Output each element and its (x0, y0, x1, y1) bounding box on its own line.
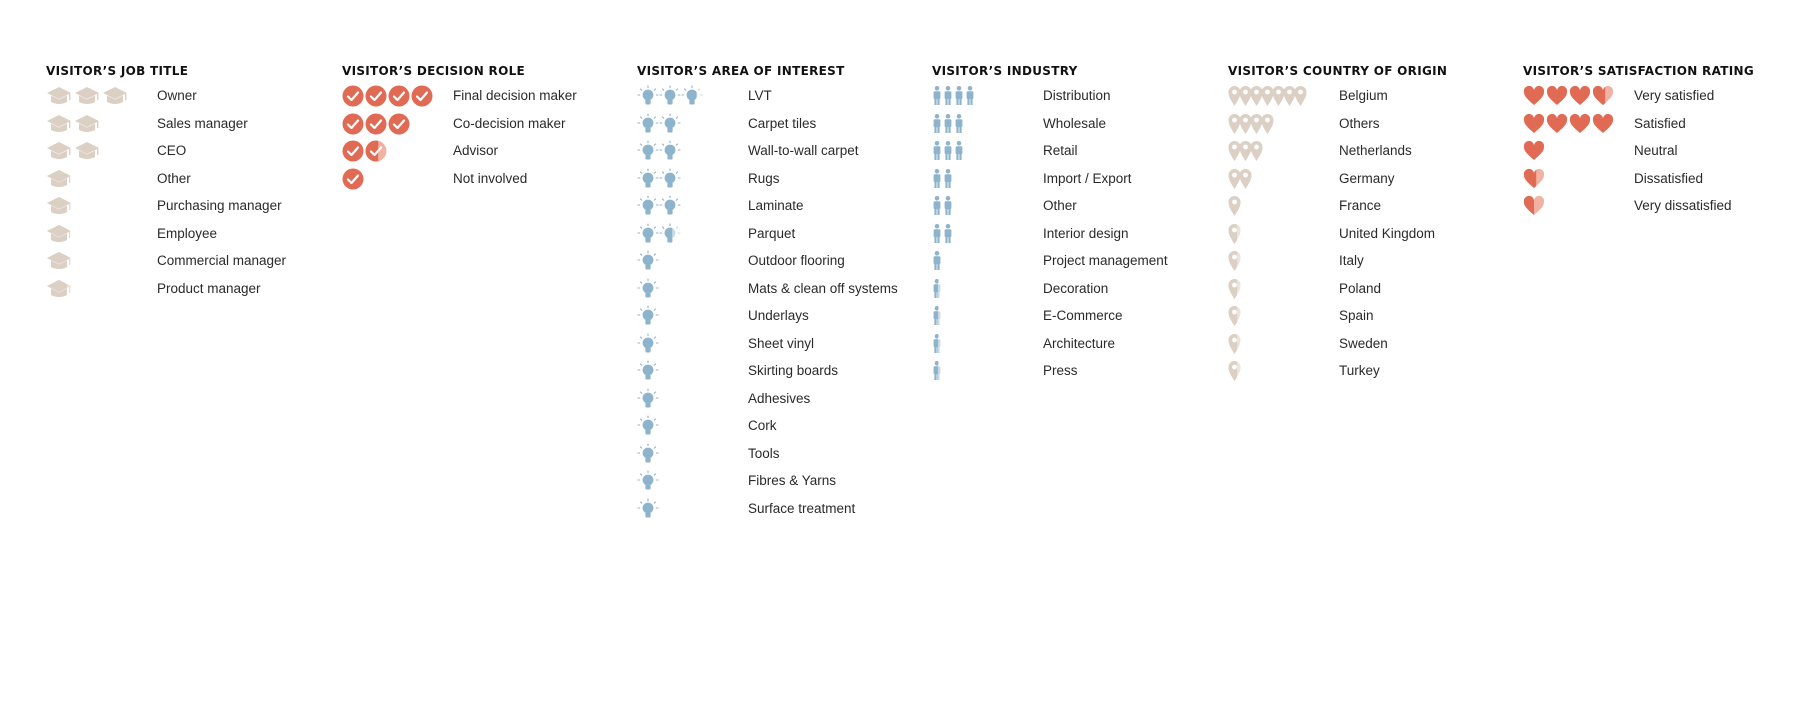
row-label: Very satisfied (1634, 88, 1715, 103)
chart-row (637, 498, 927, 526)
industry-chart (932, 64, 1222, 388)
row-label: Interior design (1043, 225, 1129, 241)
chart-row (637, 250, 927, 278)
icon-bar (932, 250, 943, 272)
icon-bar (637, 168, 681, 190)
lightbulb-icon (637, 470, 659, 492)
chart-row (932, 250, 1222, 278)
icon-bar (1228, 140, 1261, 162)
row-label: Employee (157, 225, 218, 241)
icon-bar (932, 278, 943, 300)
icon-bar (637, 223, 681, 245)
row-label: Wholesale (1043, 115, 1107, 131)
lightbulb-icon (637, 443, 659, 465)
people-icon (932, 250, 942, 272)
map-pin-icon (1294, 85, 1307, 107)
chart-row (637, 168, 927, 196)
checkmark-circle-icon (365, 85, 387, 107)
icon-bar (637, 415, 659, 437)
icon-bar (637, 250, 659, 272)
area-of-interest-chart (637, 64, 927, 525)
map-pin-icon (1228, 250, 1241, 272)
icon-bar (46, 195, 74, 217)
heart-icon (1523, 113, 1545, 135)
chart-row (932, 360, 1222, 388)
icon-bar (1228, 360, 1239, 382)
icon-bar (932, 140, 965, 162)
chart-row (46, 278, 336, 306)
graduation-cap-icon (46, 223, 72, 245)
checkmark-circle-icon (342, 113, 364, 135)
map-pin-icon (1250, 140, 1263, 162)
graduation-cap-icon (74, 85, 100, 107)
map-pin-icon (1228, 223, 1241, 245)
lightbulb-icon (637, 85, 659, 107)
row-label: Very dissatisfied (1634, 198, 1732, 213)
row-label: Owner (157, 88, 197, 103)
chart-row (637, 388, 927, 416)
graduation-cap-icon (46, 85, 72, 107)
people-icon (943, 168, 953, 190)
chart-row (932, 140, 1222, 168)
row-label: Wall-to-wall carpet (748, 143, 859, 158)
icon-bar (932, 113, 965, 135)
checkmark-circle-icon (365, 140, 387, 162)
row-label: Laminate (748, 198, 804, 213)
people-icon (932, 168, 942, 190)
icon-bar (1228, 195, 1239, 217)
row-label: Poland (1339, 280, 1382, 296)
icon-bar (1523, 168, 1546, 190)
chart-row (46, 168, 336, 196)
lightbulb-icon (637, 113, 659, 135)
checkmark-circle-icon (388, 113, 410, 135)
lightbulb-icon (659, 223, 681, 245)
row-label: Turkey (1339, 363, 1380, 378)
icon-bar (637, 278, 659, 300)
row-label: Tools (748, 445, 780, 461)
row-label: France (1339, 198, 1382, 213)
chart-row (1228, 168, 1518, 196)
row-label: Underlays (748, 308, 809, 323)
checkmark-circle-icon (342, 140, 364, 162)
row-label: Netherlands (1339, 143, 1412, 158)
icon-bar (1228, 85, 1305, 107)
country-of-origin-chart (1228, 64, 1518, 388)
icon-bar (637, 113, 681, 135)
map-pin-icon (1261, 113, 1274, 135)
chart-row (637, 223, 927, 251)
lightbulb-icon (637, 140, 659, 162)
heart-icon (1546, 113, 1568, 135)
people-icon (965, 85, 975, 107)
chart-title: VISITOR’S JOB TITLE (46, 64, 189, 78)
icon-bar (46, 223, 74, 245)
row-label: Project management (1043, 253, 1168, 268)
heart-icon (1569, 113, 1591, 135)
chart-row (1228, 140, 1518, 168)
lightbulb-icon (637, 278, 659, 300)
chart-row (46, 250, 336, 278)
chart-row (637, 360, 927, 388)
chart-row (637, 415, 927, 443)
people-icon (932, 223, 942, 245)
people-icon (954, 140, 964, 162)
lightbulb-icon (659, 195, 681, 217)
chart-row (932, 113, 1222, 141)
chart-row (637, 140, 927, 168)
chart-row (1228, 333, 1518, 361)
chart-row (1228, 250, 1518, 278)
row-label: Cork (748, 418, 777, 433)
icon-bar (46, 168, 74, 190)
heart-icon (1523, 85, 1545, 107)
people-icon (954, 113, 964, 135)
satisfaction-rating-chart (1523, 64, 1800, 223)
icon-bar (1523, 113, 1615, 135)
row-label: Other (157, 170, 191, 186)
row-label: Outdoor flooring (748, 253, 845, 268)
icon-bar (637, 388, 659, 410)
job-title-chart (46, 64, 336, 305)
row-label: Co-decision maker (453, 115, 566, 131)
icon-bar (932, 85, 976, 107)
icon-bar (1228, 250, 1239, 272)
chart-row (932, 223, 1222, 251)
row-label: Distribution (1043, 88, 1111, 103)
heart-icon (1523, 168, 1545, 190)
row-label: Press (1043, 363, 1078, 378)
row-label: Retail (1043, 143, 1078, 158)
icon-bar (637, 498, 659, 520)
checkmark-circle-icon (342, 168, 364, 190)
icon-bar (1228, 278, 1239, 300)
graduation-cap-icon (74, 140, 100, 162)
people-icon (932, 113, 942, 135)
icon-bar (46, 250, 74, 272)
row-label: Final decision maker (453, 88, 577, 103)
chart-title: VISITOR’S COUNTRY OF ORIGIN (1228, 64, 1448, 78)
row-label: Import / Export (1043, 170, 1132, 186)
lightbulb-icon (659, 140, 681, 162)
checkmark-circle-icon (388, 85, 410, 107)
row-label: LVT (748, 88, 772, 103)
chart-row (1523, 85, 1800, 113)
map-pin-icon (1228, 195, 1241, 217)
chart-title: VISITOR’S SATISFACTION RATING (1523, 64, 1754, 78)
icon-bar (46, 140, 102, 162)
graduation-cap-icon (46, 113, 72, 135)
chart-row (46, 195, 336, 223)
chart-row (1228, 195, 1518, 223)
icon-bar (46, 278, 74, 300)
row-label: Decoration (1043, 280, 1109, 296)
row-label: Belgium (1339, 88, 1388, 103)
heart-icon (1592, 113, 1614, 135)
checkmark-circle-icon (411, 85, 433, 107)
chart-row (637, 333, 927, 361)
row-label: Other (1043, 198, 1077, 213)
icon-bar (637, 470, 659, 492)
icon-bar (1523, 140, 1546, 162)
row-label: Carpet tiles (748, 115, 817, 131)
graduation-cap-icon (46, 140, 72, 162)
icon-bar (637, 333, 659, 355)
heart-icon (1523, 195, 1545, 217)
people-icon (932, 140, 942, 162)
icon-bar (1228, 113, 1272, 135)
chart-row (1523, 113, 1800, 141)
lightbulb-icon (637, 168, 659, 190)
lightbulb-icon (637, 498, 659, 520)
row-label: Adhesives (748, 390, 811, 406)
icon-bar (1523, 195, 1546, 217)
chart-row (1228, 305, 1518, 333)
row-label: Italy (1339, 253, 1364, 268)
row-label: Commercial manager (157, 253, 287, 268)
chart-row (932, 195, 1222, 223)
lightbulb-icon (637, 250, 659, 272)
row-label: Sheet vinyl (748, 335, 815, 351)
graduation-cap-icon (74, 113, 100, 135)
chart-row (1523, 140, 1800, 168)
row-label: Germany (1339, 170, 1395, 186)
chart-title: VISITOR’S DECISION ROLE (342, 64, 526, 78)
chart-row (1228, 85, 1518, 113)
row-label: Satisfied (1634, 115, 1686, 131)
icon-bar (1228, 305, 1239, 327)
row-label: Dissatisfied (1634, 170, 1704, 186)
row-label: Parquet (748, 225, 796, 241)
graduation-cap-icon (46, 250, 72, 272)
icon-bar (1228, 333, 1239, 355)
map-pin-icon (1228, 305, 1241, 327)
decision-role-chart (342, 64, 632, 195)
lightbulb-icon (637, 415, 659, 437)
icon-bar (342, 85, 434, 107)
people-icon (943, 140, 953, 162)
icon-bar (637, 305, 659, 327)
lightbulb-icon (637, 360, 659, 382)
chart-row (932, 278, 1222, 306)
chart-row (342, 140, 632, 168)
row-label: Architecture (1043, 335, 1116, 351)
map-pin-icon (1228, 333, 1241, 355)
people-icon (943, 195, 953, 217)
row-label: Spain (1339, 308, 1374, 323)
icon-bar (637, 195, 681, 217)
chart-row (932, 168, 1222, 196)
people-icon (954, 85, 964, 107)
map-pin-icon (1239, 168, 1252, 190)
people-icon (943, 113, 953, 135)
people-icon (932, 278, 942, 300)
icon-bar (46, 113, 102, 135)
row-label: Rugs (748, 170, 780, 186)
icon-bar (637, 85, 703, 107)
graduation-cap-icon (46, 195, 72, 217)
icon-bar (637, 140, 681, 162)
chart-row (342, 168, 632, 196)
row-label: Advisor (453, 143, 499, 158)
graduation-cap-icon (102, 85, 128, 107)
icon-bar (932, 360, 943, 382)
row-label: Mats & clean off systems (748, 280, 898, 296)
graduation-cap-icon (46, 278, 72, 300)
people-icon (932, 85, 942, 107)
icon-bar (932, 305, 943, 327)
people-icon (932, 305, 942, 327)
people-icon (932, 333, 942, 355)
heart-icon (1523, 140, 1545, 162)
row-label: Neutral (1634, 143, 1678, 158)
heart-icon (1592, 85, 1614, 107)
chart-row (637, 113, 927, 141)
lightbulb-icon (637, 388, 659, 410)
chart-row (637, 278, 927, 306)
chart-row (637, 85, 927, 113)
chart-row (1228, 113, 1518, 141)
chart-row (1228, 223, 1518, 251)
heart-icon (1569, 85, 1591, 107)
chart-row (46, 85, 336, 113)
row-label: Skirting boards (748, 363, 839, 378)
heart-icon (1546, 85, 1568, 107)
row-label: Product manager (157, 280, 261, 296)
chart-title: VISITOR’S AREA OF INTEREST (637, 64, 845, 78)
icon-bar (342, 140, 388, 162)
chart-row (932, 85, 1222, 113)
chart-row (637, 195, 927, 223)
chart-row (637, 443, 927, 471)
icon-bar (46, 85, 130, 107)
lightbulb-icon (637, 333, 659, 355)
row-label: United Kingdom (1339, 225, 1436, 241)
chart-row (342, 113, 632, 141)
icon-bar (342, 113, 411, 135)
icon-bar (932, 168, 954, 190)
chart-title: VISITOR’S INDUSTRY (932, 64, 1078, 78)
lightbulb-icon (659, 168, 681, 190)
chart-row (932, 305, 1222, 333)
icon-bar (932, 195, 954, 217)
row-label: E-Commerce (1043, 308, 1123, 323)
people-icon (943, 85, 953, 107)
chart-row (46, 140, 336, 168)
row-label: Others (1339, 115, 1380, 131)
chart-row (46, 223, 336, 251)
people-icon (932, 195, 942, 217)
chart-row (1523, 195, 1800, 223)
lightbulb-icon (659, 85, 681, 107)
chart-row (1228, 278, 1518, 306)
lightbulb-icon (659, 113, 681, 135)
chart-row (637, 470, 927, 498)
row-label: CEO (157, 143, 187, 158)
chart-row (637, 305, 927, 333)
icon-bar (637, 443, 659, 465)
icon-bar (637, 360, 659, 382)
checkmark-circle-icon (365, 113, 387, 135)
row-label: Sales manager (157, 115, 248, 131)
icon-bar (932, 223, 954, 245)
icon-bar (932, 333, 943, 355)
lightbulb-icon (637, 223, 659, 245)
row-label: Not involved (453, 170, 528, 186)
icon-bar (1228, 223, 1239, 245)
map-pin-icon (1228, 278, 1241, 300)
map-pin-icon (1228, 360, 1241, 382)
chart-row (932, 333, 1222, 361)
checkmark-circle-icon (342, 85, 364, 107)
icon-bar (1523, 85, 1615, 107)
lightbulb-icon (637, 305, 659, 327)
chart-row (1228, 360, 1518, 388)
chart-row (342, 85, 632, 113)
chart-row (46, 113, 336, 141)
icon-bar (342, 168, 365, 190)
graduation-cap-icon (46, 168, 72, 190)
row-label: Purchasing manager (157, 198, 282, 213)
icon-bar (1228, 168, 1250, 190)
chart-row (1523, 168, 1800, 196)
row-label: Fibres & Yarns (748, 473, 837, 488)
people-icon (943, 223, 953, 245)
row-label: Surface treatment (748, 500, 856, 516)
lightbulb-icon (681, 85, 703, 107)
people-icon (932, 360, 942, 382)
row-label: Sweden (1339, 335, 1388, 351)
lightbulb-icon (637, 195, 659, 217)
